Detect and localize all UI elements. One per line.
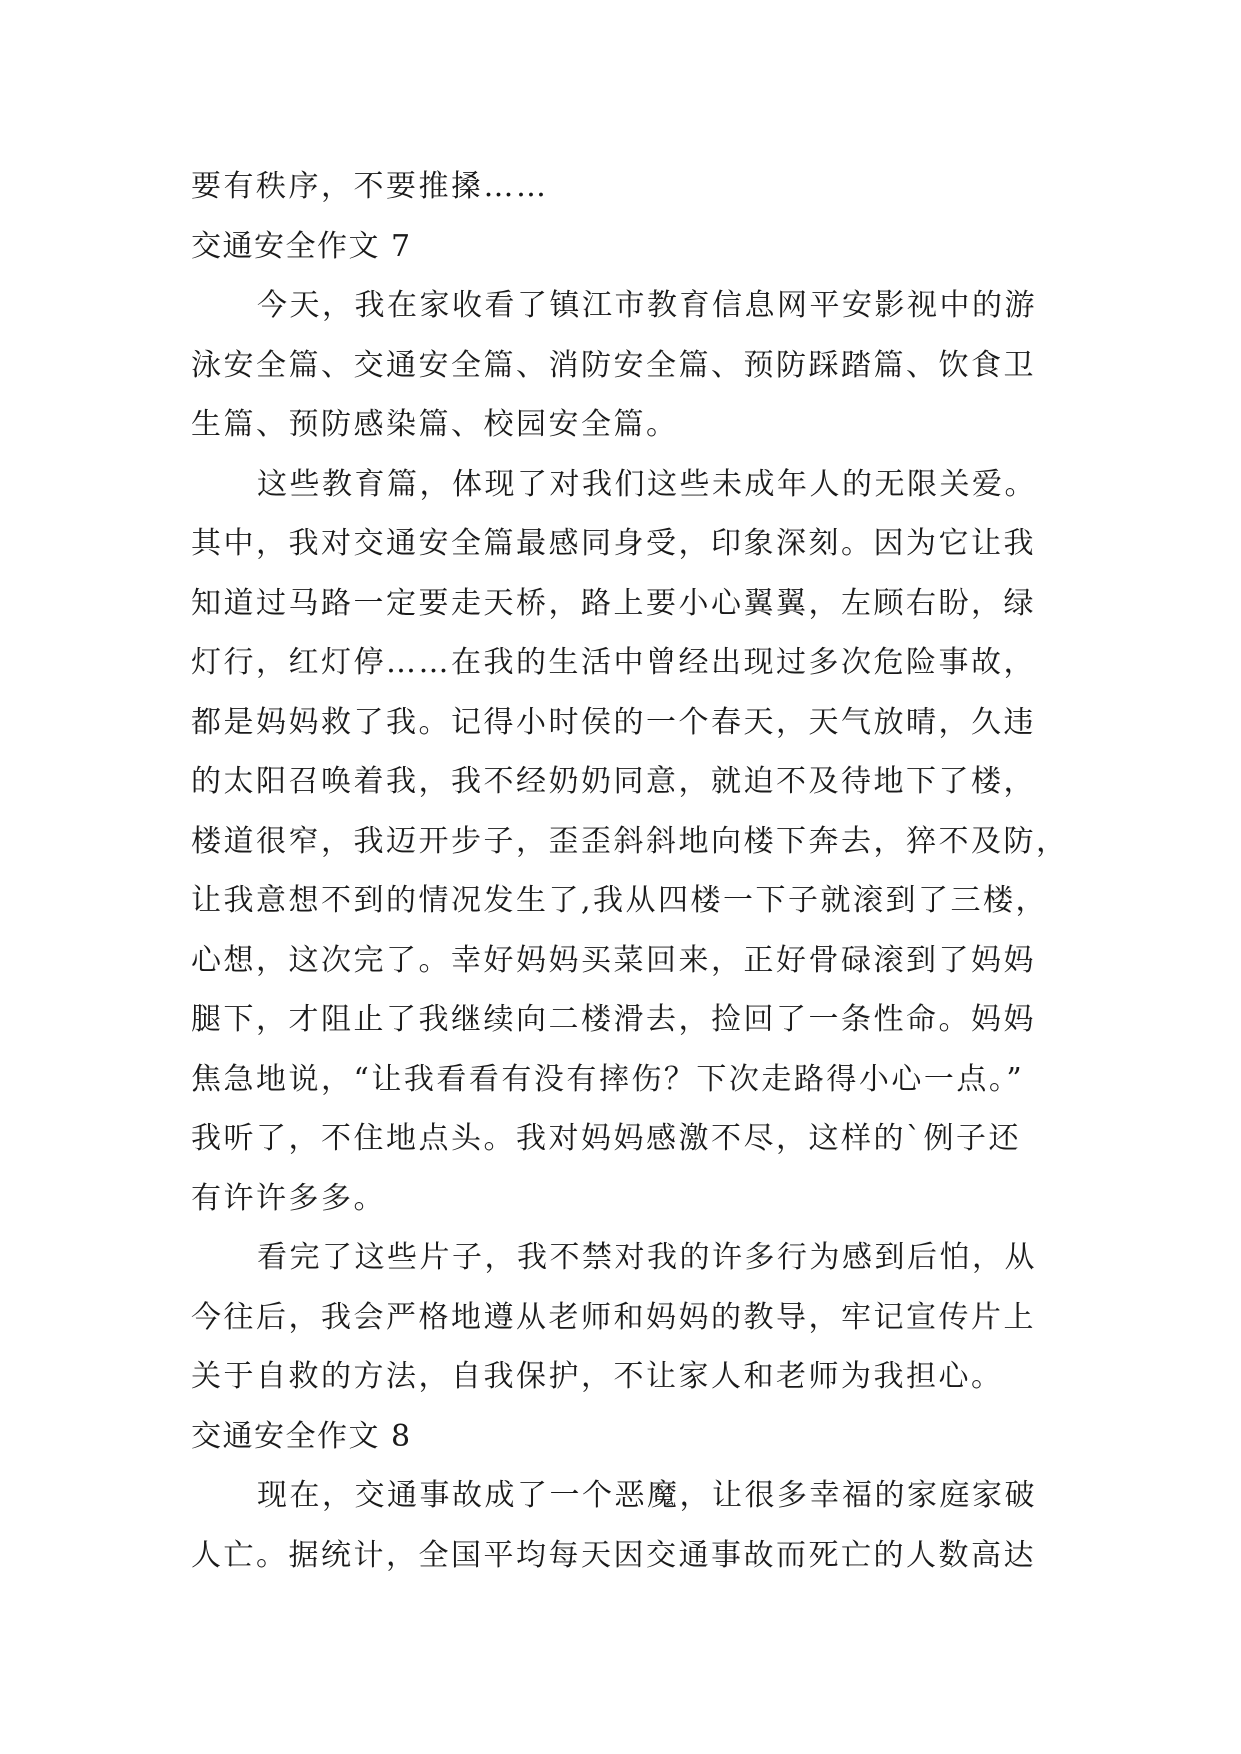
text-line: 让我意想不到的情况发生了,我从四楼一下子就滚到了三楼， [191,883,1049,918]
text-line: 心想，这次完了。幸好妈妈买菜回来，正好骨碌滚到了妈妈 [191,942,1036,978]
text-line: 今往后，我会严格地遵从老师和妈妈的教导，牢记宣传片上 [191,1299,1036,1335]
text-line: 要有秩序，不要推搡…… [191,169,549,204]
essay-heading-7: 交通安全作文 7 [191,228,412,264]
paragraph-start: 看完了这些片子，我不禁对我的许多行为感到后怕，从 [257,1240,1037,1275]
text-line: 腿下，才阻止了我继续向二楼滑去，捡回了一条性命。妈妈 [191,1002,1036,1037]
text-line: 关于自救的方法，自我保护，不让家人和老师为我担心。 [191,1359,1004,1394]
text-line: 有许许多多。 [191,1180,386,1216]
text-line: 焦急地说，“让我看看有没有摔伤？下次走路得小心一点。” [191,1061,1025,1097]
text-line: 灯行，红灯停……在我的生活中曾经出现过多次危险事故， [191,645,1036,680]
essay-heading-8: 交通安全作文 8 [191,1418,412,1454]
text-line: 都是妈妈救了我。记得小时侯的一个春天，天气放晴，久违 [191,704,1036,740]
text-line: 其中，我对交通安全篇最感同身受，印象深刻。因为它让我 [191,526,1036,561]
text-line: 生篇、预防感染篇、校园安全篇。 [191,407,679,442]
text-line: 泳安全篇、交通安全篇、消防安全篇、预防踩踏篇、饮食卫 [191,347,1036,383]
text-line: 人亡。据统计，全国平均每天因交通事故而死亡的人数高达 [191,1537,1036,1573]
paragraph-start: 今天，我在家收看了镇江市教育信息网平安影视中的游 [257,288,1037,323]
text-line: 我听了，不住地点头。我对妈妈感激不尽，这样的`例子还 [191,1121,1021,1156]
text-line: 知道过马路一定要走天桥，路上要小心翼翼，左顾右盼，绿 [191,585,1036,621]
paragraph-start: 这些教育篇，体现了对我们这些未成年人的无限关爱。 [257,466,1037,502]
document-body [191,157,1069,1585]
text-line: 楼道很窄，我迈开步子，歪歪斜斜地向楼下奔去，猝不及防， [191,823,1069,859]
text-line: 的太阳召唤着我，我不经奶奶同意，就迫不及待地下了楼， [191,764,1036,799]
paragraph-start: 现在，交通事故成了一个恶魔，让很多幸福的家庭家破 [257,1478,1037,1513]
